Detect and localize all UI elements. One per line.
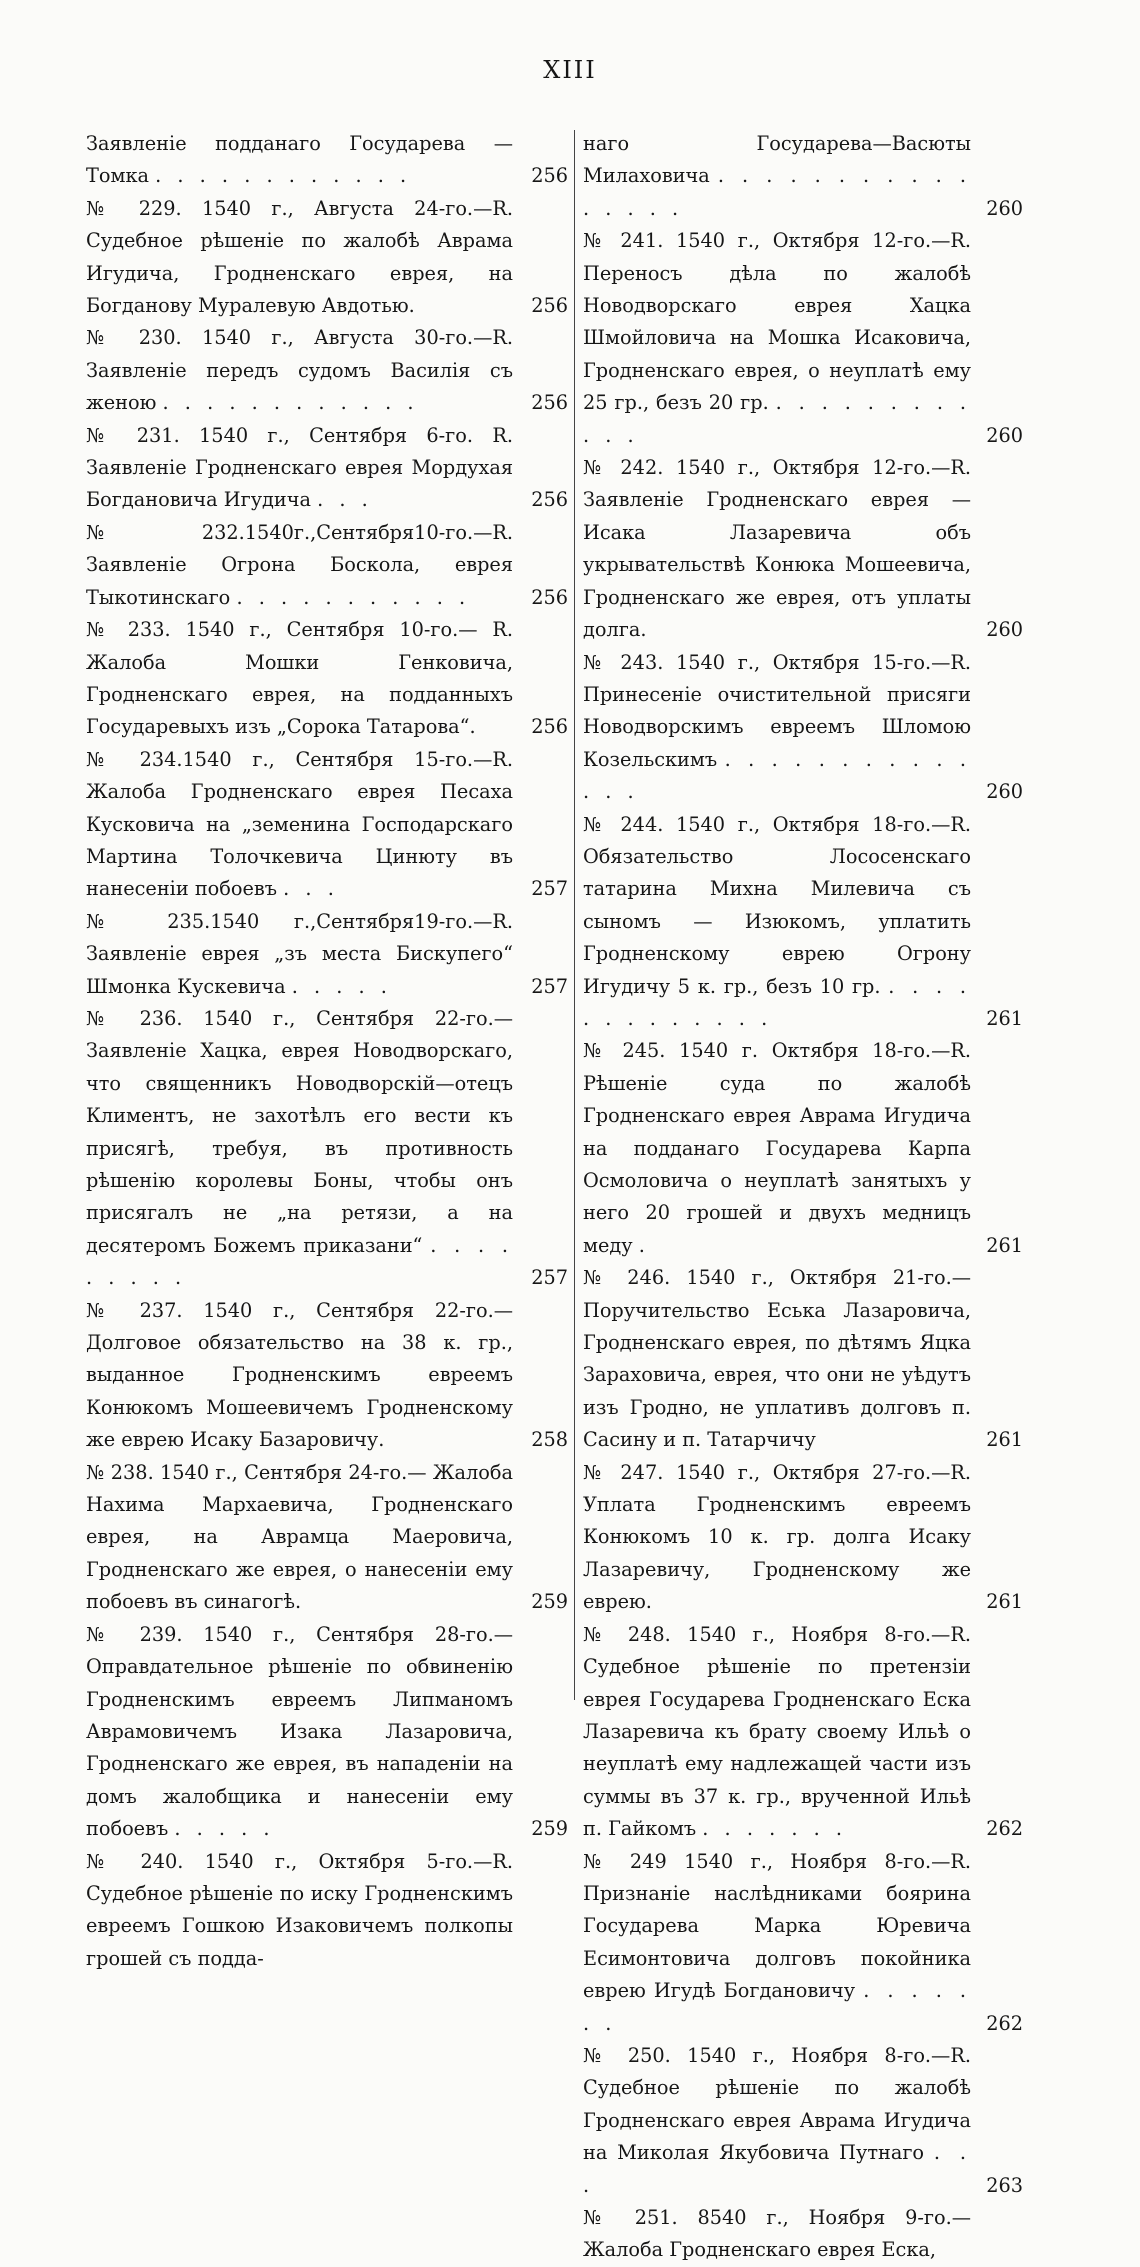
page-number: 262: [986, 1817, 1023, 1841]
toc-entry: [583, 452, 1023, 646]
toc-entry: [86, 1457, 568, 1619]
page-number: 258: [531, 1428, 568, 1452]
column-divider: [574, 130, 575, 1700]
leader-dots: . . . . .: [174, 1817, 275, 1841]
toc-entry: [86, 420, 568, 517]
page-header-numeral: XIII: [543, 56, 597, 84]
page-number: 257: [531, 974, 568, 998]
toc-entry: [86, 193, 568, 323]
entry-text: Заявленіе подданаго Государева — Томка: [86, 132, 513, 188]
page-number: 256: [531, 585, 568, 609]
toc-entry: [86, 517, 568, 614]
page-number: 256: [531, 294, 568, 318]
right-column: [583, 128, 1023, 2267]
entry-text: № 249 1540 г., Ноября 8-го.—R. Признаніе наслѣдниками боярина Государева Марка Юревича Есимонтовича долговъ покойника еврею Игудѣ Богдановичу: [583, 1849, 971, 2003]
entry-text: № 229. 1540 г., Августа 24-го.—R. Судебное рѣшеніе по жалобѣ Аврама Игудича, Гродненскаго еврея, на Богданову Муралевую Авдотью.: [86, 196, 513, 318]
entry-text: № 232.1540г.,Сентября10-го.—R. Заявленіе Огрона Боскола, еврея Тыкотинскаго: [86, 520, 513, 609]
leader-dots: . . . . . . . . . . .: [236, 585, 471, 609]
toc-entry: [583, 809, 1023, 1036]
toc-entry: [583, 2040, 1023, 2202]
entry-text: № 251. 8540 г., Ноября 9-го.— Жалоба Гродненскаго еврея Еска,: [583, 2206, 971, 2262]
entry-text: № 245. 1540 г. Октября 18-го.—R. Рѣшеніе суда по жалобѣ Гродненскаго еврея Аврама Игудича на подданаго Государева Карпа Осмоловича о неуплатѣ занятыхъ у него 20 грошей и двухъ медницъ меду: [583, 1039, 971, 1257]
leader-dots: .: [638, 1233, 650, 1257]
entry-text: № 233. 1540 г., Сентября 10-го.— R. Жалоба Мошки Генковича, Гродненскаго еврея, на подданныхъ Государевыхъ изъ „Сорока Татарова“.: [86, 618, 513, 739]
leader-dots: . . . . . . . . . . . .: [155, 164, 412, 188]
toc-entry: [86, 322, 568, 419]
leader-dots: . . . . .: [291, 974, 392, 998]
toc-entry: [86, 906, 568, 1003]
leader-dots: . . . . . . .: [702, 1817, 847, 1841]
leader-dots: . . . . . . . . . . . . .: [583, 974, 971, 1030]
page-number: 256: [531, 488, 568, 512]
toc-entry: [86, 1846, 568, 1976]
toc-entry: [583, 128, 1023, 225]
toc-entry: [583, 2202, 1023, 2267]
toc-entry: [86, 128, 568, 193]
entry-text: № 246. 1540 г., Октября 21-го.— Поручительство Еська Лазаровича, Гродненскаго еврея, по дѣтямъ Яцка Зараховича, еврея, что они не уѣдутъ изъ Гродно, не уплативъ долговъ п. Сасину и п. Татарчичу: [583, 1266, 971, 1452]
page-number: 260: [986, 618, 1023, 642]
toc-entry: [86, 614, 568, 744]
page-number: 257: [531, 1266, 568, 1290]
page-number: 260: [986, 780, 1023, 804]
page-number: 261: [986, 1590, 1023, 1614]
toc-entry: [583, 225, 1023, 452]
leader-dots: . . . . . . . . .: [86, 1233, 513, 1290]
entry-text: № 235.1540 г.,Сентября19-го.—R. Заявленіе еврея „зъ места Бискупего“ Шмонка Кускевича: [86, 909, 513, 998]
leader-dots: . . . . . . . . . . . .: [162, 391, 419, 415]
entry-text: № 248. 1540 г., Ноября 8-го.—R. Судебное рѣшеніе по претензіи еврея Государева Гродненскаго Еска Лазаревича къ брату своему Ильѣ о неуплатѣ ему надлежащей части изъ суммы въ 37 к. гр., врученной Ильѣ п. Гайкомъ: [583, 1622, 971, 1841]
entry-text: № 241. 1540 г., Октября 12-го.—R. Переносъ дѣла по жалобѣ Новодворскаго еврея Хацка Шмойловича на Мошка Исаковича, Гродненскаго еврея, о неуплатѣ ему 25 гр., безъ 20 гр.: [583, 229, 971, 415]
toc-entry: [86, 744, 568, 906]
page-number: 259: [531, 1817, 568, 1841]
entry-text: № 236. 1540 г., Сентября 22-го.— Заявленіе Хацка, еврея Новодворскаго, что священникъ Новодворскій—отецъ Климентъ, не захотѣлъ его вести къ присягѣ, требуя, въ противность рѣшенію королевы Боны, чтобы онъ присягалъ не „на ретязи, а на десятеромъ Божемъ приказани“: [86, 1006, 513, 1257]
entry-text: № 239. 1540 г., Сентября 28-го.— Оправдательное рѣшеніе по обвиненію Гродненскимъ евреемъ Липманомъ Аврамовичемъ Изака Лазаровича, Гродненскаго же еврея, въ нападеніи на домъ жалобщика и нанесеніи ему побоевъ: [86, 1622, 513, 1841]
page-number: 260: [986, 196, 1023, 220]
page-number: 256: [531, 715, 568, 739]
toc-entry: [583, 1457, 1023, 1619]
page-number: 261: [986, 1006, 1023, 1030]
entry-text: № 243. 1540 г., Октября 15-го.—R. Принесеніе очистительной присяги Новодворскимъ евреемъ Шломою Козельскимъ: [583, 650, 971, 771]
leader-dots: . . .: [317, 488, 373, 512]
leader-dots: . . . . . . .: [583, 1979, 971, 2035]
toc-entry: [583, 1262, 1023, 1456]
toc-entry: [583, 1035, 1023, 1262]
leader-dots: . . . . . . . . . . . . . . . .: [583, 164, 971, 220]
entry-text: № 244. 1540 г., Октября 18-го.—R. Обязательство Лососенскаго татарина Михна Милевича съ сыномъ — Изюкомъ, уплатить Гродненскому еврею Огрону Игудичу 5 к. гр., безъ 10 гр.: [583, 812, 971, 998]
page-number: 256: [531, 164, 568, 188]
toc-entry: [86, 1619, 568, 1846]
page-number: 257: [531, 877, 568, 901]
entry-text: № 231. 1540 г., Сентября 6-го. R. Заявленіе Гродненскаго еврея Мордухая Богдановича Игудича: [86, 423, 513, 512]
toc-entry: [86, 1295, 568, 1457]
page-number: 262: [986, 2011, 1023, 2035]
left-column: [86, 128, 568, 1975]
page-number: 256: [531, 391, 568, 415]
entry-text: № 234.1540 г., Сентября 15-го.—R. Жалоба Гродненскаго еврея Песаха Кусковича на „земенина Господарскаго Мартина Толочкевича Цинюту въ нанесеніи побоевъ: [86, 747, 513, 901]
leader-dots: . . .: [283, 877, 339, 901]
leader-dots: . . .: [583, 2141, 971, 2197]
toc-entry: [583, 1619, 1023, 1846]
entry-text: № 250. 1540 г., Ноября 8-го.—R. Судебное рѣшеніе по жалобѣ Гродненскаго еврея Аврама Игудича на Миколая Якубовича Путнаго: [583, 2043, 971, 2165]
page-number: 261: [986, 1428, 1023, 1452]
leader-dots: . . . . . . . . . . . .: [583, 391, 971, 447]
entry-text: № 242. 1540 г., Октября 12-го.—R. Заявленіе Гродненскаго еврея — Исака Лазаревича объ укрывательствѣ Конюка Мошеевича, Гродненскаго же еврея, отъ уплаты долга.: [583, 456, 971, 642]
leader-dots: . . . . . . . . . . . . . .: [583, 747, 971, 804]
toc-entry: [583, 1846, 1023, 2040]
toc-entry: [86, 1003, 568, 1295]
entry-text: № 247. 1540 г., Октября 27-го.—R. Уплата Гродненскимъ евреемъ Конюкомъ 10 к. гр. долга Исаку Лазаревичу, Гродненскому же еврею.: [583, 1460, 971, 1614]
entry-text: № 237. 1540 г., Сентября 22-го.— Долговое обязательство на 38 к. гр., выданное Гродненскимъ евреемъ Конюкомъ Мошеевичемъ Гродненскому же еврею Исаку Базаровичу.: [86, 1298, 513, 1452]
entry-text: № 230. 1540 г., Августа 30-го.—R. Заявленіе передъ судомъ Василія съ женою: [86, 326, 513, 415]
page-number: 260: [986, 423, 1023, 447]
page-number: 263: [986, 2173, 1023, 2197]
entry-text: № 240. 1540 г., Октября 5-го.—R. Судебное рѣшеніе по иску Гродненскимъ евреемъ Гошкою Изаковичемъ полкопы грошей съ подда-: [86, 1849, 513, 1970]
page-number: 261: [986, 1233, 1023, 1257]
page-number: 259: [531, 1590, 568, 1614]
toc-entry: [583, 647, 1023, 809]
entry-text: наго Государева—Васюты Милаховича: [583, 132, 971, 188]
entry-text: № 238. 1540 г., Сентября 24-го.— Жалоба Нахима Мархаевича, Гродненскаго еврея, на Аврамца Маеровича, Гродненскаго же еврея, о нанесеніи ему побоевъ въ синагогѣ.: [86, 1460, 513, 1614]
